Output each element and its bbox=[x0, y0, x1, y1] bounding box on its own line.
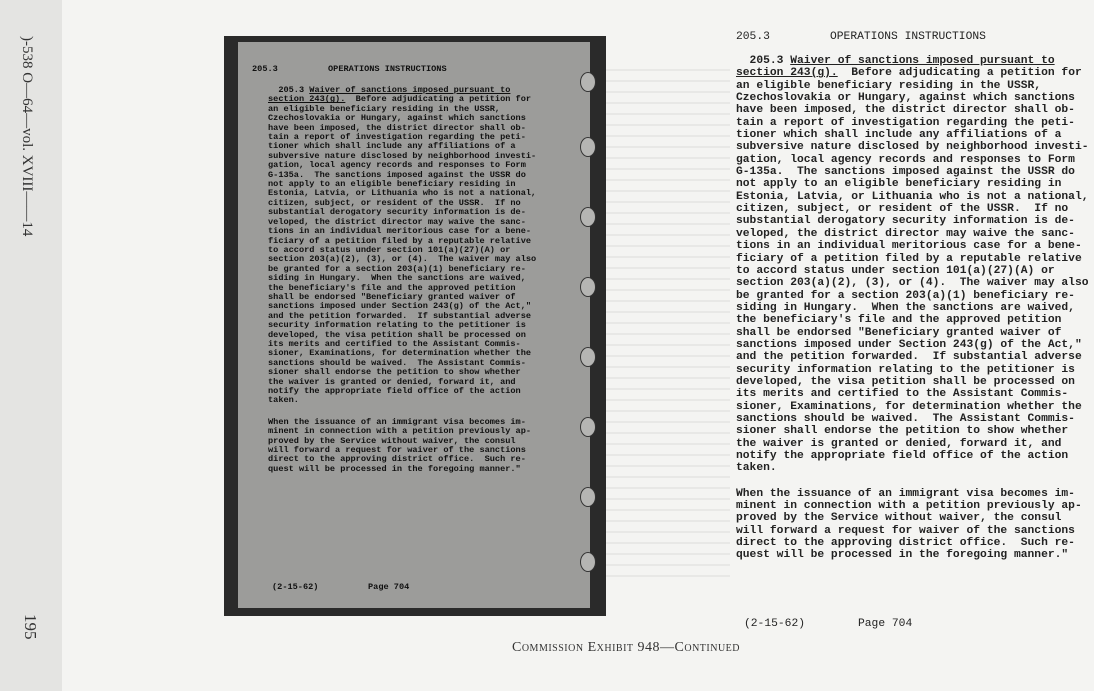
text-line: the waiver is granted or denied, forward it, and bbox=[736, 437, 1062, 450]
photocopy-page-label: Page 704 bbox=[368, 582, 410, 592]
text-line: not apply to an eligible beneficiary residing in bbox=[268, 179, 516, 190]
text-line: tions in an individual meritorious case for a bene- bbox=[736, 240, 1082, 253]
text-line: sanctions should be waived. The Assistant Commis- bbox=[736, 412, 1075, 425]
text-line: developed, the visa petition shall be processed on bbox=[268, 329, 526, 340]
text-line: proved by the Service without waiver, the consul bbox=[268, 435, 516, 446]
text-line: sanctions should be waived. The Assistant Commis- bbox=[268, 357, 526, 368]
text-line: have been imposed, the district director shall ob- bbox=[736, 104, 1075, 117]
text-line: Estonia, Latvia, or Lithuania who is not a national, bbox=[268, 188, 537, 199]
text-line: substantial derogatory security information is de- bbox=[268, 207, 526, 218]
text-line: to accord status under section 101(a)(27)(A) or bbox=[736, 264, 1055, 277]
paragraph-1 bbox=[268, 105, 536, 406]
text-line: ficiary of a petition filed by a reputable relative bbox=[268, 235, 532, 246]
photocopy-running-head-title: OPERATIONS INSTRUCTIONS bbox=[328, 64, 447, 74]
text-line: an eligible beneficiary residing in the USSR, bbox=[736, 79, 1042, 92]
text-line: sioner, Examinations, for determination whether the bbox=[736, 400, 1082, 413]
paragraph-1 bbox=[736, 80, 1089, 475]
section-title: section 243(g). bbox=[268, 94, 346, 105]
photocopy-date: (2-15-62) bbox=[272, 582, 319, 592]
text-line: be granted for a section 203(a)(1) beneficiary re- bbox=[268, 263, 526, 274]
text-line: sioner, Examinations, for determination whether the bbox=[268, 348, 532, 359]
text-line: shall be endorsed "Beneficiary granted waiver of bbox=[736, 326, 1062, 339]
heading-line bbox=[736, 67, 1089, 79]
paragraph-2 bbox=[736, 488, 1089, 562]
text-line: developed, the visa petition shall be processed on bbox=[736, 375, 1075, 388]
text-line: G-135a. The sanctions imposed against the USSR do bbox=[736, 166, 1075, 179]
date: (2-15-62) bbox=[744, 618, 806, 630]
text-line: its merits and certified to the Assistant Commis- bbox=[736, 388, 1069, 401]
text-line: veloped, the district director may waive the sanc- bbox=[736, 227, 1075, 240]
text-line: Before adjudicating a petition for bbox=[837, 67, 1082, 80]
text-line: direct to the approving district office. Such re- bbox=[736, 537, 1075, 550]
text-line: gation, local agency records and responses to Form bbox=[268, 160, 526, 171]
text-line: notify the appropriate field office of the action bbox=[268, 386, 521, 396]
text-line: tions in an individual meritorious case for a bene- bbox=[268, 226, 532, 237]
text-line: will forward a request for waiver of the sanctions bbox=[268, 445, 526, 456]
text-line: to accord status under section 101(a)(27)(A) or bbox=[268, 244, 511, 255]
text-line: siding in Hungary. When the sanctions are waived, bbox=[736, 301, 1075, 314]
text-line: taken. bbox=[268, 395, 299, 406]
text-line: ficiary of a petition filed by a reputable relative bbox=[736, 252, 1082, 265]
section-title: Waiver of sanctions imposed pursuant to bbox=[309, 85, 511, 95]
text-line: G-135a. The sanctions imposed against the USSR do bbox=[268, 169, 526, 180]
book-spine-margin bbox=[0, 0, 62, 691]
text-line: not apply to an eligible beneficiary residing in bbox=[736, 178, 1062, 191]
photocopy-image bbox=[224, 36, 606, 616]
text-line: the beneficiary's file and the approved petition bbox=[736, 314, 1062, 327]
paragraph-2 bbox=[268, 418, 536, 474]
text-line: tioner which shall include any affiliations of a bbox=[268, 141, 516, 152]
text-line: veloped, the district director may waive the sanc- bbox=[268, 216, 526, 227]
binder-hole bbox=[580, 207, 596, 227]
text-line: proved by the Service without waiver, the consul bbox=[736, 512, 1062, 525]
page-number: 195 bbox=[21, 614, 40, 640]
text-line: citizen, subject, or resident of the USSR. If no bbox=[268, 197, 521, 208]
photocopy-page bbox=[238, 42, 590, 608]
section-number: 205.3 bbox=[749, 55, 784, 67]
text-line: Czechoslovakia or Hungary, against which sanctions bbox=[736, 92, 1075, 105]
running-head-title: OPERATIONS INSTRUCTIONS bbox=[830, 31, 986, 43]
text-line: shall be endorsed "Beneficiary granted waiver of bbox=[268, 291, 516, 302]
text-line: be granted for a section 203(a)(1) beneficiary re- bbox=[736, 289, 1075, 302]
binder-hole bbox=[580, 347, 596, 367]
text-line: and the petition forwarded. If substantial adverse bbox=[736, 351, 1082, 364]
body-text bbox=[736, 55, 1089, 562]
text-line: subversive nature disclosed by neighborhood investi- bbox=[736, 141, 1089, 154]
text-line: security information relating to the petitioner is bbox=[268, 320, 526, 331]
text-line: will forward a request for waiver of the sanctions bbox=[736, 524, 1075, 537]
text-line: taken. bbox=[736, 462, 777, 475]
text-line: When the issuance of an immigrant visa becomes im- bbox=[268, 416, 526, 427]
exhibit-caption: Commission Exhibit 948—Continued bbox=[512, 640, 740, 655]
binder-hole bbox=[580, 277, 596, 297]
text-line: Estonia, Latvia, or Lithuania who is not a national, bbox=[736, 190, 1089, 203]
text-line: subversive nature disclosed by neighborhood investi- bbox=[268, 150, 537, 161]
text-line: tain a report of investigation regarding the peti- bbox=[736, 116, 1075, 129]
section-title: section 243(g). bbox=[736, 67, 838, 80]
text-line: Czechoslovakia or Hungary, against which sanctions bbox=[268, 113, 526, 124]
text-line: minent in connection with a petition previously ap- bbox=[736, 500, 1082, 513]
text-line: tain a report of investigation regarding the peti- bbox=[268, 132, 526, 143]
page-label: Page 704 bbox=[858, 618, 913, 630]
binder-hole bbox=[580, 487, 596, 507]
text-line: gation, local agency records and responses to Form bbox=[736, 153, 1075, 166]
binder-hole bbox=[580, 72, 596, 92]
binder-hole bbox=[580, 552, 596, 572]
text-line: the beneficiary's file and the approved petition bbox=[268, 282, 516, 293]
running-head-number: 205.3 bbox=[736, 31, 770, 43]
text-line: sioner shall endorse the petition to show whether bbox=[736, 425, 1069, 438]
text-line: section 203(a)(2), (3), or (4). The waiver may also bbox=[736, 277, 1089, 290]
text-line: direct to the approving district office. Such re- bbox=[268, 454, 526, 465]
text-line: citizen, subject, or resident of the USSR. If no bbox=[736, 203, 1069, 216]
bleed-through-text bbox=[605, 60, 730, 580]
binder-hole bbox=[580, 417, 596, 437]
text-line: siding in Hungary. When the sanctions are waived, bbox=[268, 273, 526, 284]
text-line: its merits and certified to the Assistant Commis- bbox=[268, 338, 521, 349]
volume-reference: )-538 O—64—vol. XVIII——14 bbox=[19, 36, 35, 237]
text-line: the waiver is granted or denied, forward it, and bbox=[268, 376, 516, 387]
photocopy-running-head-number: 205.3 bbox=[252, 64, 278, 74]
text-line: have been imposed, the district director shall ob- bbox=[268, 122, 526, 133]
text-line: Before adjudicating a petition for bbox=[345, 94, 532, 105]
binder-hole bbox=[580, 137, 596, 157]
text-line: sanctions imposed under Section 243(g) of the Act," bbox=[268, 301, 532, 312]
text-line: substantial derogatory security information is de- bbox=[736, 215, 1075, 228]
text-line: notify the appropriate field office of the action bbox=[736, 450, 1069, 462]
section-title: Waiver of sanctions imposed pursuant to bbox=[790, 55, 1055, 67]
text-line: quest will be processed in the foregoing manner." bbox=[268, 463, 521, 474]
text-line: sanctions imposed under Section 243(g) of the Act," bbox=[736, 338, 1082, 351]
text-line: section 203(a)(2), (3), or (4). The waiver may also bbox=[268, 254, 537, 265]
text-line: minent in connection with a petition previously ap- bbox=[268, 426, 532, 437]
heading-line bbox=[736, 55, 1089, 67]
text-line: When the issuance of an immigrant visa becomes im- bbox=[736, 487, 1075, 500]
section-number: 205.3 bbox=[278, 85, 305, 95]
text-line: sioner shall endorse the petition to show whether bbox=[268, 367, 521, 378]
text-line: quest will be processed in the foregoing manner." bbox=[736, 549, 1069, 562]
text-line: and the petition forwarded. If substantial adverse bbox=[268, 310, 532, 321]
photocopy-body bbox=[268, 86, 536, 474]
text-line: security information relating to the petitioner is bbox=[736, 363, 1075, 376]
text-line: an eligible beneficiary residing in the USSR, bbox=[268, 103, 501, 114]
text-line: tioner which shall include any affiliations of a bbox=[736, 129, 1062, 142]
